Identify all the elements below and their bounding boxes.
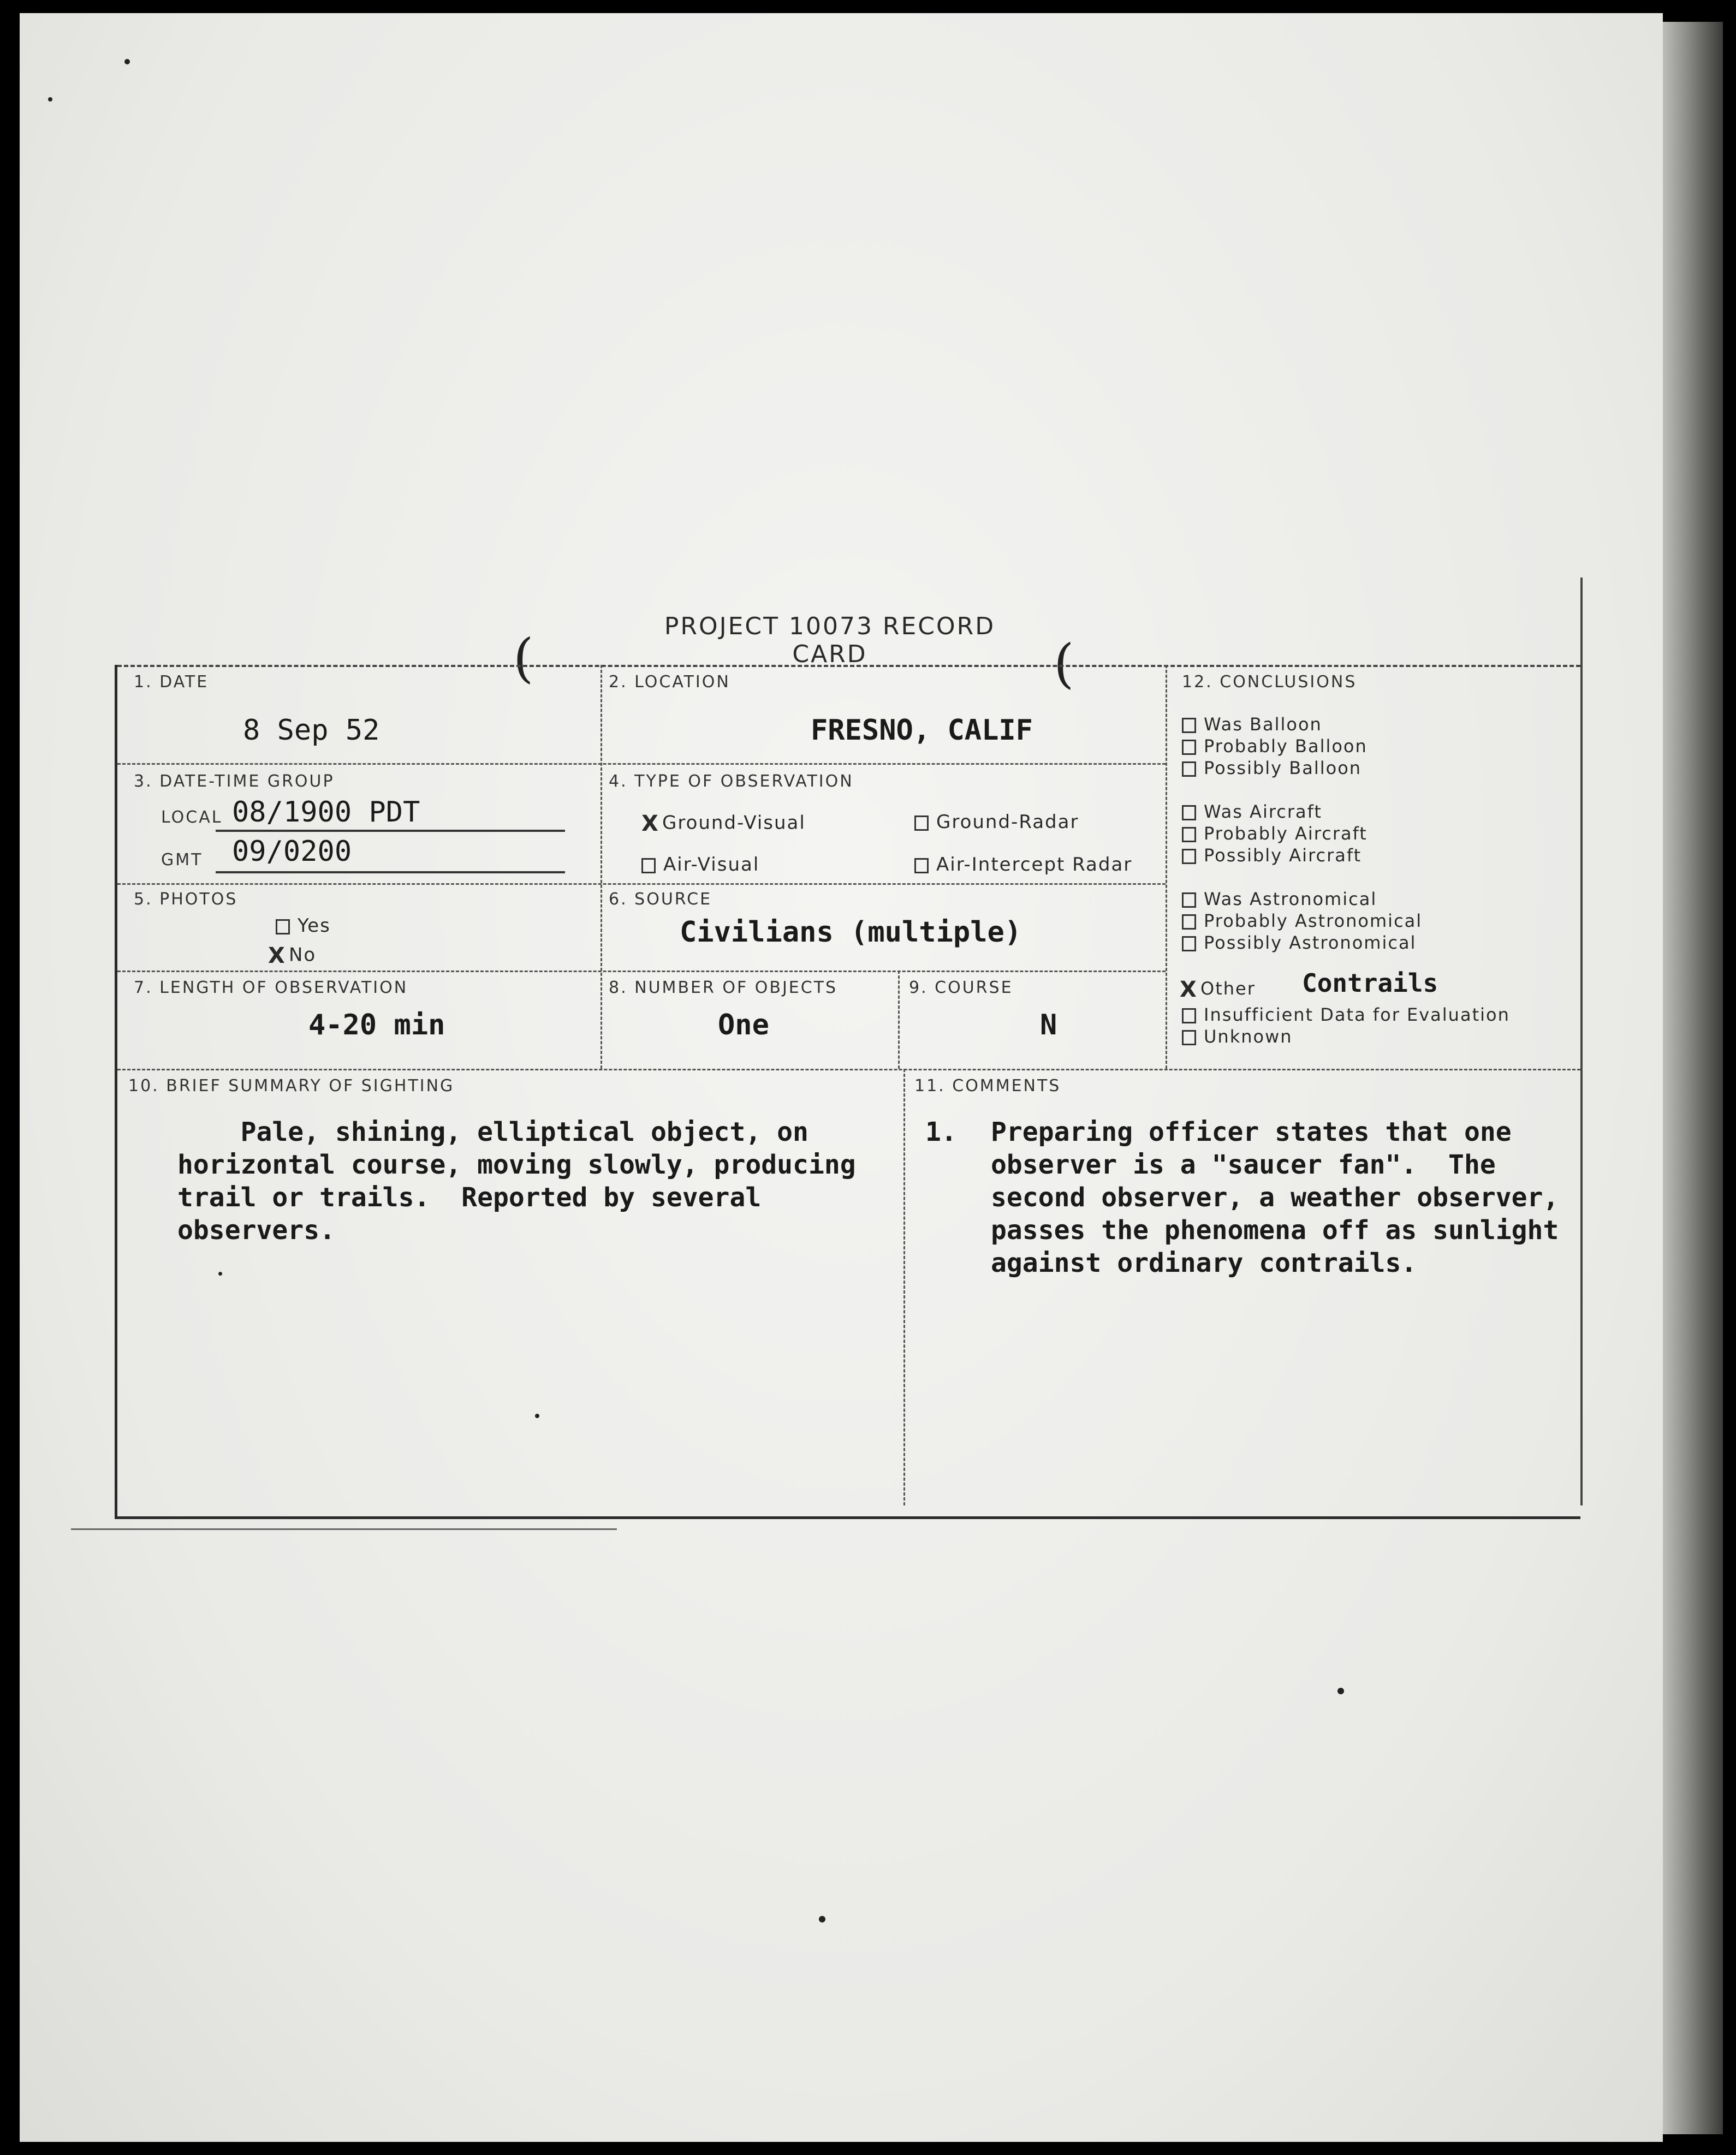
checkbox <box>1182 1030 1196 1045</box>
checkbox <box>1182 892 1196 908</box>
date-label: 1. DATE <box>134 672 209 692</box>
checkbox <box>641 858 656 873</box>
checkbox <box>1182 1008 1196 1023</box>
conclusion-other-value: Contrails <box>1302 968 1438 998</box>
number-of-objects-label: 8. NUMBER OF OBJECTS <box>609 978 838 997</box>
hole-punch-mark: ( <box>1054 633 1074 694</box>
comments-line: against ordinary contrails. <box>991 1248 1417 1278</box>
local-label: LOCAL <box>161 808 223 827</box>
comments-line: observer is a "saucer fan". The <box>991 1150 1496 1180</box>
conclusion-was-aircraft: Was Aircraft <box>1182 801 1322 822</box>
course-label: 9. COURSE <box>909 978 1013 997</box>
conclusion-unknown: Unknown <box>1182 1026 1293 1047</box>
length-of-observation-label: 7. LENGTH OF OBSERVATION <box>134 978 408 997</box>
checkbox <box>914 858 929 873</box>
checkbox-checked: X <box>641 811 659 836</box>
comments-line: passes the phenomena off as sunlight <box>991 1215 1559 1246</box>
speck <box>48 97 52 102</box>
photos-label: 5. PHOTOS <box>134 890 238 909</box>
checkbox <box>1182 827 1196 842</box>
conclusion-was-astronomical: Was Astronomical <box>1182 889 1377 909</box>
option-ground-visual: X Ground-Visual <box>641 811 806 836</box>
checkbox <box>276 919 290 934</box>
option-photos-yes: Yes <box>276 915 331 937</box>
brief-summary-line: trail or trails. Reported by several <box>177 1182 762 1213</box>
checkbox <box>914 815 929 831</box>
course-value: N <box>1040 1009 1057 1041</box>
column-divider <box>601 665 602 1069</box>
record-card <box>115 665 1580 1519</box>
comments-label: 11. COMMENTS <box>914 1076 1061 1096</box>
conclusions-label: 12. CONCLUSIONS <box>1182 672 1357 692</box>
row-divider <box>117 763 1166 765</box>
checkbox <box>1182 805 1196 820</box>
speck <box>1337 1688 1344 1694</box>
brief-summary-line: Pale, shining, elliptical object, on <box>177 1117 808 1147</box>
checkbox-checked: X <box>268 943 286 968</box>
type-of-observation-label: 4. TYPE OF OBSERVATION <box>609 772 854 791</box>
comments-line: second observer, a weather observer, <box>991 1182 1559 1213</box>
form-footer-rule <box>71 1528 617 1530</box>
gmt-label: GMT <box>161 850 203 870</box>
row-divider <box>117 971 1166 972</box>
speck <box>124 59 130 64</box>
checkbox <box>1182 718 1196 733</box>
conclusion-probably-astronomical: Probably Astronomical <box>1182 910 1422 931</box>
page-edge-shadow <box>1663 22 1723 2134</box>
length-of-observation-value: 4-20 min <box>308 1009 445 1041</box>
card-title: PROJECT 10073 RECORD CARD <box>664 612 996 668</box>
checkbox <box>1182 740 1196 755</box>
date-time-group-label: 3. DATE-TIME GROUP <box>134 772 335 791</box>
gmt-time-underline <box>216 871 565 873</box>
card-right-border <box>1580 578 1583 1505</box>
brief-summary-line: horizontal course, moving slowly, producing <box>177 1150 856 1180</box>
column-divider <box>903 1069 905 1505</box>
conclusion-possibly-astronomical: Possibly Astronomical <box>1182 932 1416 953</box>
number-of-objects-value: One <box>718 1009 769 1041</box>
checkbox <box>1182 936 1196 951</box>
checkbox <box>1182 914 1196 930</box>
conclusion-probably-balloon: Probably Balloon <box>1182 736 1368 757</box>
comments-number: 1. <box>925 1117 957 1147</box>
brief-summary-label: 10. BRIEF SUMMARY OF SIGHTING <box>128 1076 455 1096</box>
conclusion-possibly-aircraft: Possibly Aircraft <box>1182 845 1362 866</box>
conclusion-insufficient-data: Insufficient Data for Evaluation <box>1182 1004 1510 1025</box>
hole-punch-mark: ( <box>513 628 534 689</box>
option-photos-no: X No <box>268 943 317 968</box>
row-divider <box>117 883 1166 885</box>
local-time-underline <box>216 830 565 832</box>
row-divider <box>117 1069 1580 1070</box>
location-label: 2. LOCATION <box>609 672 730 692</box>
checkbox <box>1182 761 1196 777</box>
column-divider <box>1166 665 1167 1069</box>
brief-summary-line: observers. <box>177 1215 335 1246</box>
option-ground-radar: Ground-Radar <box>914 811 1079 833</box>
comments-line: Preparing officer states that one <box>991 1117 1512 1147</box>
option-air-visual: Air-Visual <box>641 854 759 876</box>
conclusion-was-balloon: Was Balloon <box>1182 714 1322 735</box>
gmt-time-value: 09/0200 <box>232 835 352 868</box>
checkbox <box>1182 849 1196 864</box>
conclusion-probably-aircraft: Probably Aircraft <box>1182 823 1368 844</box>
checkbox-checked: X <box>1180 977 1198 1002</box>
source-value: Civilians (multiple) <box>680 916 1022 949</box>
conclusion-other: X Other <box>1180 977 1256 1002</box>
local-time-value: 08/1900 PDT <box>232 796 420 829</box>
card-top-border <box>117 665 1580 667</box>
source-label: 6. SOURCE <box>609 890 712 909</box>
speck <box>819 1916 825 1922</box>
date-value: 8 Sep 52 <box>243 714 380 747</box>
column-divider <box>898 971 900 1069</box>
conclusion-possibly-balloon: Possibly Balloon <box>1182 758 1362 778</box>
option-air-intercept-radar: Air-Intercept Radar <box>914 854 1132 876</box>
location-value: FRESNO, CALIF <box>811 714 1033 747</box>
